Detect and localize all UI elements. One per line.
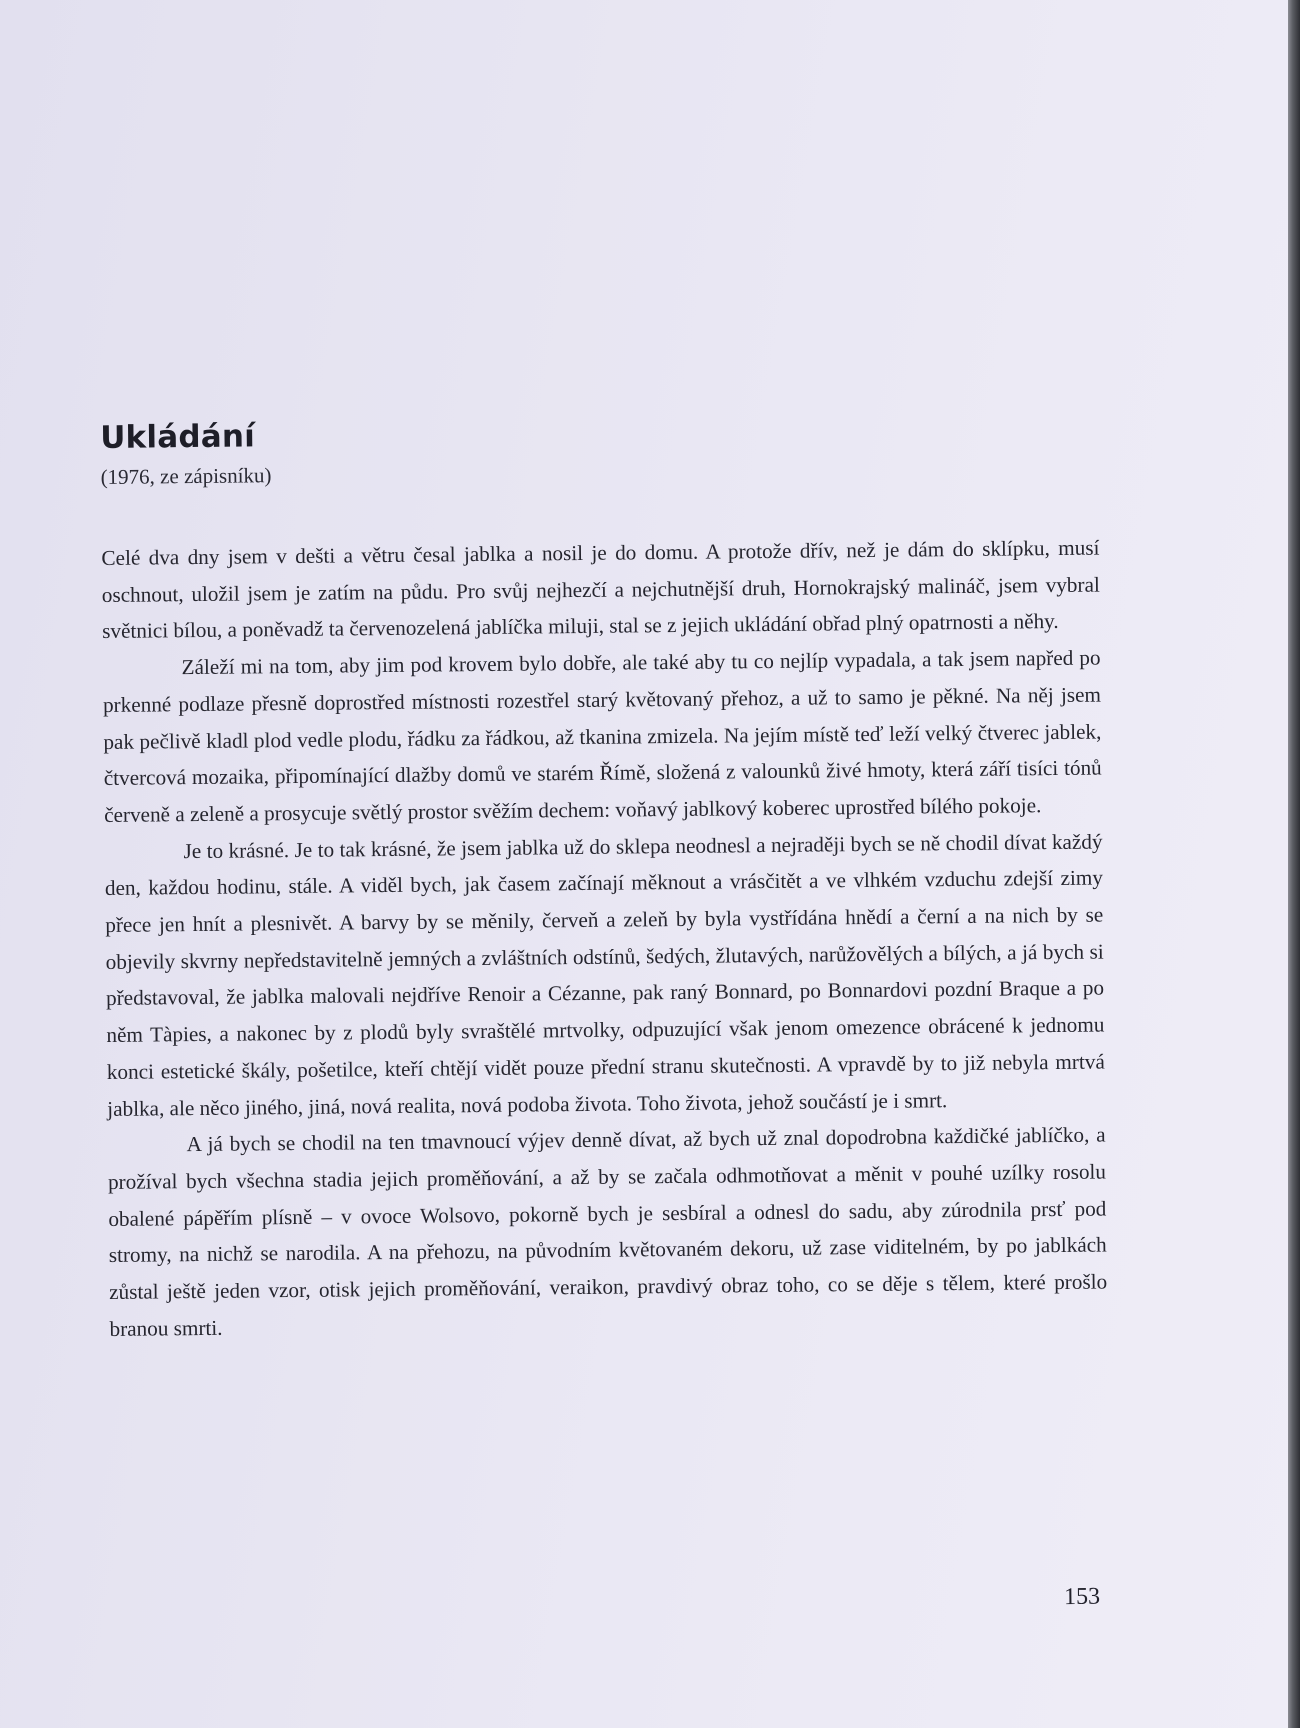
- paragraph: Záleží mi na tom, aby jim pod krovem bylo dobře, ale také aby tu co nejlíp vypadala, a tak jsem napřed po prkenné podlaze přesně doprostřed místnosti rozestřel starý květovaný přehoz, a už to samo je pěkné. Na něj jsem pak pečlivě kladl plod vedle plodu, řádku za řádkou, až tkanina zmizela. Na jejím místě teď leží velký čtverec jablek, čtvercová mozaika, připomínající dlažby domů ve starém Římě, složená z valounků živé hmoty, která září tisíci tónů červeně a zeleně a prosycuje světlý prostor svěžím dechem: voňavý jablkový koberec uprostřed bílého pokoje.: [102, 645, 1102, 827]
- article: [100, 408, 1108, 1348]
- article-subtitle: (1976, ze zápisníku): [100, 463, 272, 489]
- article-title: Ukládání: [100, 418, 256, 456]
- paragraph: Je to krásné. Je to tak krásné, že jsem jablka už do sklepa neodnesl a nejraději bych se ně chodil dívat každý den, každou hodinu, stále. A viděl bych, jak časem začínají měknout a vrásčitět a ve vlhkém vzduchu zdejší zimy přece jen hnít a plesnivět. A barvy by se měnily, červeň a zeleň by byla vystřídána hnědí a černí a na nich by se objevily skvrny nepředstavitelně jemných a zvláštních odstínů, šedých, žlutavých, narůžovělých a bílých, a já bych si představoval, že jablka malovali nejdříve Renoir a Cézanne, pak raný Bonnard, po Bonnardovi pozdní Braque a po něm Tàpies, a nakonec by z plodů byly svraštělé mrtvolky, odpuzující však jenom omezence obrácené k jednomu konci estetické škály, pošetilce, kteří chtějí vidět pouze přední stranu skutečnosti. A vpravdě by to již nebyla mrtvá jablka, ale něco jiného, jiná, nová realita, nová podoba života. Toho života, jehož součástí je i smrt.: [104, 829, 1105, 1121]
- page-number: 153: [1063, 1583, 1101, 1611]
- paragraph: Celé dva dny jsem v dešti a větru česal jablka a nosil je do domu. A protože dřív, než je dám do sklípku, musí oschnout, uložil jsem je zatím na půdu. Pro svůj nejhezčí a nejchutnější druh, Hornokrajský malináč, jsem vybral světnici bílou, a poněvadž ta červenozelená jablíčka miluji, stal se z jejich ukládání obřad plný opatrnosti a něhy.: [101, 535, 1100, 644]
- article-body: [101, 530, 1107, 1348]
- paragraph: A já bych se chodil na ten tmavnoucí výjev denně dívat, až bych už znal dopodrobna každičké jablíčko, a prožíval bych všechna stadia jejich proměňování, a až by se začala odhmotňovat a měnit v pouhé uzílky rosolu obalené pápěřím plísně – v ovoce Wolsovo, pokorně bych je sesbíral a odnesl do sadu, aby zúrodnila prsť pod stromy, na nichž se narodila. A na přehozu, na původním květovaném dekoru, už zase viditelném, by po jablkách zůstal ještě jeden vzor, otisk jejich proměňování, veraikon, pravdivý obraz toho, co se děje s tělem, které prošlo branou smrti.: [107, 1122, 1108, 1341]
- page-edge-shadow: [1288, 0, 1300, 1728]
